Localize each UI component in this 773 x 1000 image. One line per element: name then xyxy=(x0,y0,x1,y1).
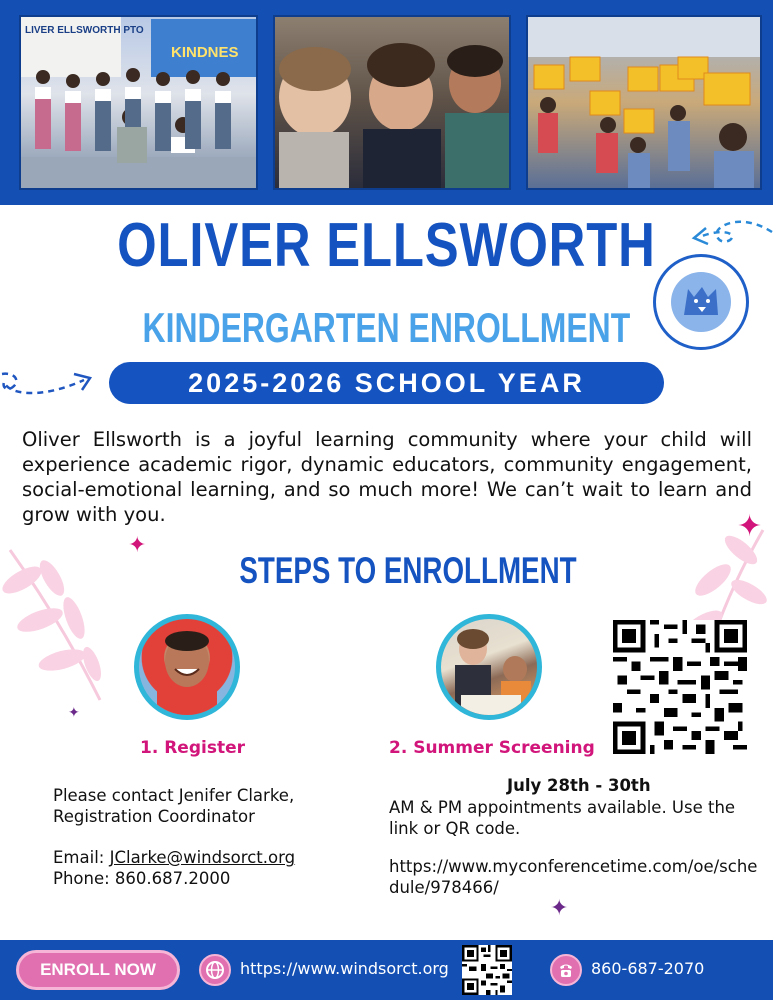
photo-banner xyxy=(0,0,773,205)
kids-watching-assembly-photo xyxy=(273,15,511,190)
email-label: Email: xyxy=(53,848,110,867)
photo1-sign-text: LIVER ELLSWORTH PTO xyxy=(25,25,144,36)
step-screening-title: 2. Summer Screening xyxy=(389,738,595,758)
dashed-arrow-icon xyxy=(0,360,100,410)
school-name-title: OLIVER ELLSWORTH xyxy=(117,211,656,280)
sparkle-icon: ✦ xyxy=(550,896,569,921)
pto-kindness-group-photo xyxy=(19,15,258,190)
school-seal-logo xyxy=(653,254,749,350)
footer-bar xyxy=(0,940,773,1000)
enrollment-subtitle: KINDERGARTEN ENROLLMENT xyxy=(142,304,631,351)
register-phone-text: Phone: 860.687.2000 xyxy=(53,869,231,888)
footer-phone[interactable]: 860-687-2070 xyxy=(591,959,705,978)
enroll-now-button[interactable]: ENROLL NOW xyxy=(16,950,180,990)
sparkle-icon: ✦ xyxy=(128,533,147,558)
school-year-banner: 2025-2026 SCHOOL YEAR xyxy=(109,362,664,404)
email-link[interactable]: JClarke@windsorct.org xyxy=(109,848,296,867)
steps-heading: STEPS TO ENROLLMENT xyxy=(239,550,577,591)
phone-icon xyxy=(550,954,582,986)
register-email-line xyxy=(53,847,295,868)
screening-photo xyxy=(436,614,542,720)
sparkle-icon: ✦ xyxy=(68,705,80,721)
sparkle-icon: ✦ xyxy=(737,509,763,544)
intro-paragraph: Oliver Ellsworth is a joyful learning community where your child will experience academic rigor, dynamic educators, community engagement, social-emotional learning, and so much more! We can’t wait to learn and grow with you. xyxy=(22,428,752,526)
register-contact-text: Please contact Jenifer Clarke, Registration Coordinator xyxy=(53,786,295,826)
kids-holding-drawings-photo xyxy=(526,15,762,190)
photo1-banner-text: KINDNES xyxy=(171,44,239,61)
register-child-photo xyxy=(134,614,240,720)
website-link[interactable]: https://www.windsorct.org xyxy=(240,959,449,978)
step-register-title: 1. Register xyxy=(140,738,245,758)
globe-icon xyxy=(199,954,231,986)
leaf-branch-icon xyxy=(0,540,110,710)
screening-info-text: AM & PM appointments available. Use the link or QR code. xyxy=(389,798,736,838)
screening-dates: July 28th - 30th xyxy=(507,776,651,795)
website-qr-code[interactable] xyxy=(462,945,512,995)
screening-link[interactable]: https://www.myconferencetime.com/oe/schedule/978466/ xyxy=(389,857,758,897)
screening-qr-code[interactable] xyxy=(613,620,747,754)
